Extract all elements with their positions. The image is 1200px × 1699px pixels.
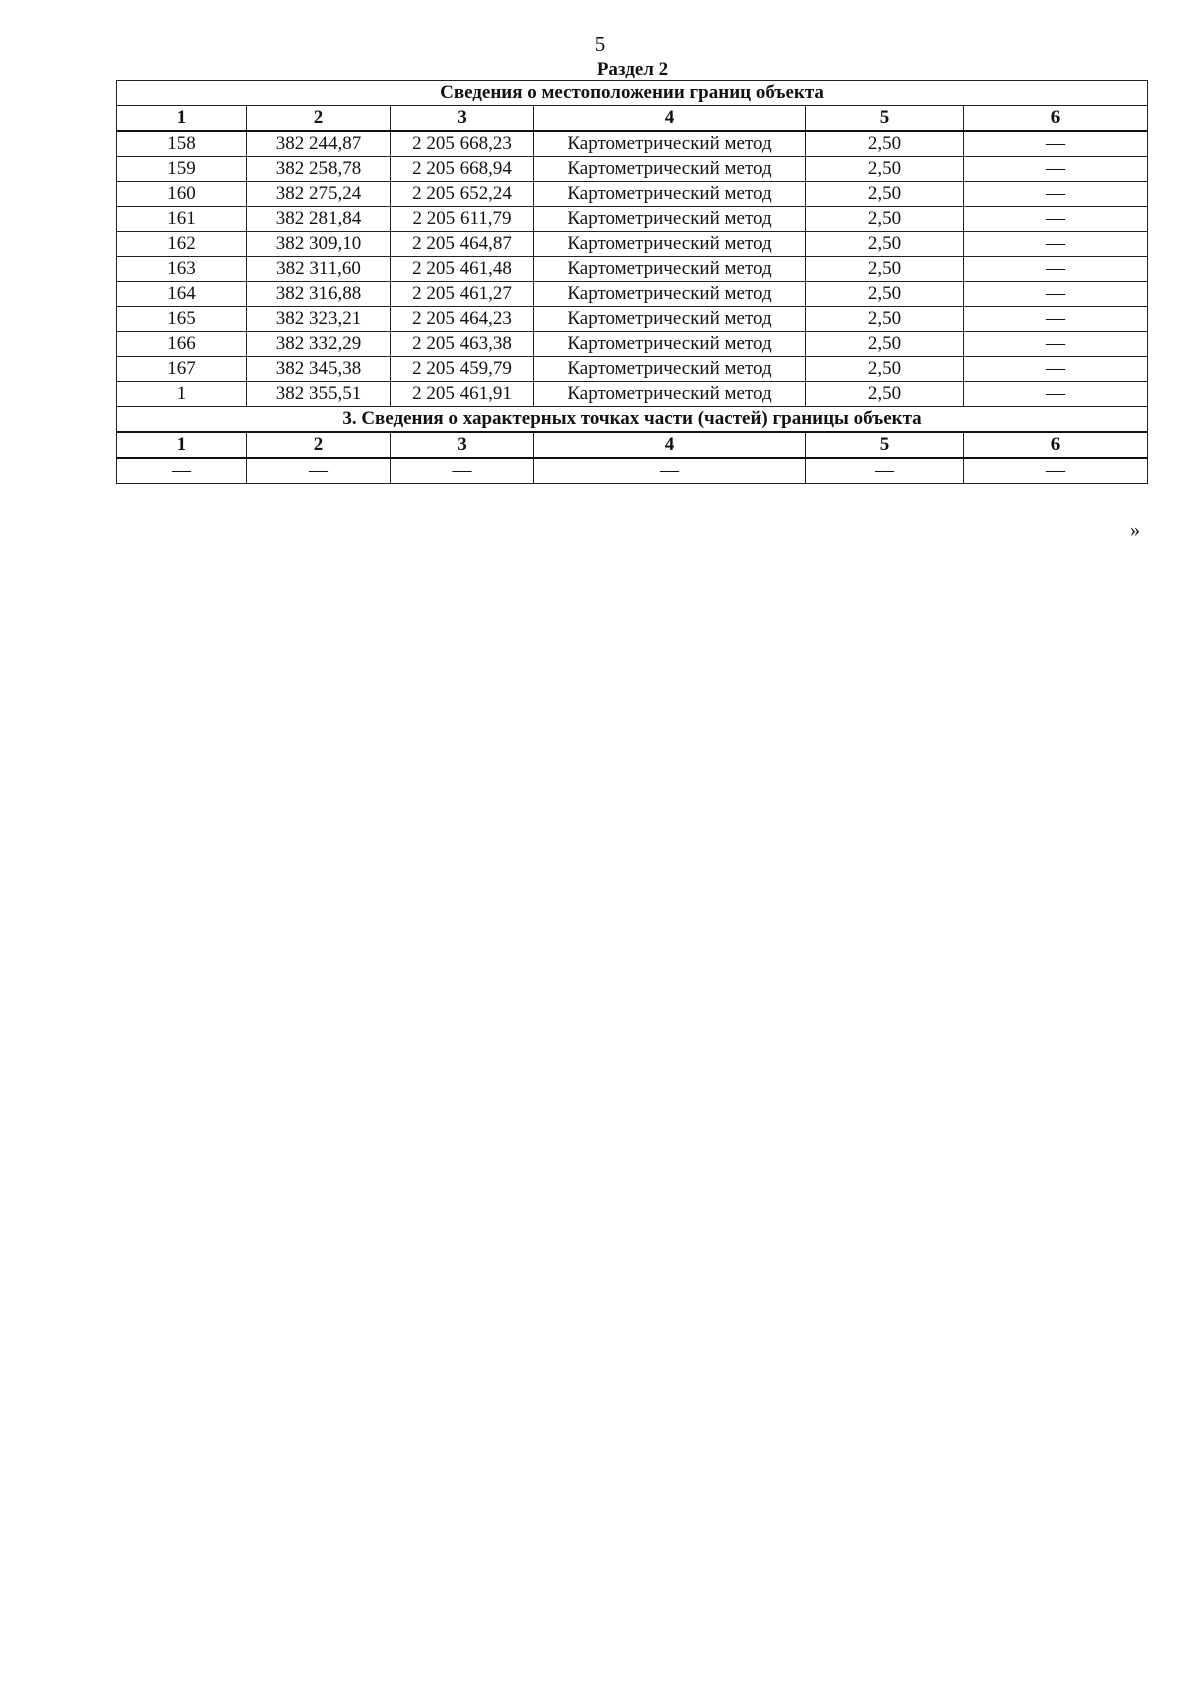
point-number-cell: 165 (117, 307, 247, 332)
page-number: 5 (594, 32, 606, 56)
point-number-cell: 164 (117, 282, 247, 307)
method-cell: Картометрический метод (534, 282, 806, 307)
x-coordinate-cell: 382 309,10 (247, 232, 391, 257)
column-number: 2 (247, 106, 391, 132)
column-number-row (117, 106, 1148, 132)
description-cell: — (964, 257, 1148, 282)
column-number: 6 (964, 432, 1148, 458)
table-row (117, 307, 1148, 332)
method-cell: Картометрический метод (534, 307, 806, 332)
table-row (117, 357, 1148, 382)
section-title: Раздел 2 (596, 59, 669, 80)
y-coordinate-cell: 2 205 459,79 (391, 357, 534, 382)
x-coordinate-cell: 382 316,88 (247, 282, 391, 307)
method-cell: Картометрический метод (534, 131, 806, 157)
point-number-cell: 1 (117, 382, 247, 407)
x-coordinate-cell: 382 281,84 (247, 207, 391, 232)
table-row (117, 182, 1148, 207)
point-number-cell: 159 (117, 157, 247, 182)
empty-value-cell: — (247, 458, 391, 484)
accuracy-cell: 2,50 (806, 182, 964, 207)
point-number-cell: 158 (117, 131, 247, 157)
table-row (117, 332, 1148, 357)
x-coordinate-cell: 382 244,87 (247, 131, 391, 157)
x-coordinate-cell: 382 311,60 (247, 257, 391, 282)
method-cell: Картометрический метод (534, 257, 806, 282)
y-coordinate-cell: 2 205 668,23 (391, 131, 534, 157)
y-coordinate-cell: 2 205 668,94 (391, 157, 534, 182)
method-cell: Картометрический метод (534, 182, 806, 207)
empty-value-cell: — (117, 458, 247, 484)
y-coordinate-cell: 2 205 461,48 (391, 257, 534, 282)
accuracy-cell: 2,50 (806, 257, 964, 282)
y-coordinate-cell: 2 205 463,38 (391, 332, 534, 357)
method-cell: Картометрический метод (534, 207, 806, 232)
table-row (117, 282, 1148, 307)
table-row (117, 382, 1148, 407)
table-row (117, 257, 1148, 282)
closing-quote-mark: » (1130, 519, 1140, 541)
x-coordinate-cell: 382 355,51 (247, 382, 391, 407)
column-number: 5 (806, 106, 964, 132)
accuracy-cell: 2,50 (806, 282, 964, 307)
column-number: 4 (534, 432, 806, 458)
method-cell: Картометрический метод (534, 332, 806, 357)
accuracy-cell: 2,50 (806, 157, 964, 182)
table-row (117, 157, 1148, 182)
x-coordinate-cell: 382 345,38 (247, 357, 391, 382)
subsection-column-number-row (117, 432, 1148, 458)
table-row (117, 458, 1148, 484)
subsection-heading: 3. Сведения о характерных точках части (частей) границы объекта (117, 407, 1148, 433)
column-number: 3 (391, 106, 534, 132)
method-cell: Картометрический метод (534, 357, 806, 382)
y-coordinate-cell: 2 205 464,87 (391, 232, 534, 257)
accuracy-cell: 2,50 (806, 207, 964, 232)
description-cell: — (964, 307, 1148, 332)
subsection-heading-row (117, 407, 1148, 433)
boundary-table (116, 80, 1148, 484)
description-cell: — (964, 131, 1148, 157)
description-cell: — (964, 357, 1148, 382)
table-row (117, 131, 1148, 157)
method-cell: Картометрический метод (534, 232, 806, 257)
method-cell: Картометрический метод (534, 382, 806, 407)
table-row (117, 207, 1148, 232)
x-coordinate-cell: 382 332,29 (247, 332, 391, 357)
column-number: 3 (391, 432, 534, 458)
point-number-cell: 162 (117, 232, 247, 257)
x-coordinate-cell: 382 323,21 (247, 307, 391, 332)
point-number-cell: 160 (117, 182, 247, 207)
column-number: 1 (117, 432, 247, 458)
column-number: 1 (117, 106, 247, 132)
point-number-cell: 166 (117, 332, 247, 357)
column-number: 2 (247, 432, 391, 458)
point-number-cell: 161 (117, 207, 247, 232)
y-coordinate-cell: 2 205 611,79 (391, 207, 534, 232)
accuracy-cell: 2,50 (806, 232, 964, 257)
description-cell: — (964, 282, 1148, 307)
y-coordinate-cell: 2 205 461,27 (391, 282, 534, 307)
y-coordinate-cell: 2 205 461,91 (391, 382, 534, 407)
empty-value-cell: — (964, 458, 1148, 484)
accuracy-cell: 2,50 (806, 131, 964, 157)
accuracy-cell: 2,50 (806, 357, 964, 382)
column-number: 5 (806, 432, 964, 458)
table-heading: Сведения о местоположении границ объекта (117, 81, 1148, 106)
point-number-cell: 163 (117, 257, 247, 282)
column-number: 6 (964, 106, 1148, 132)
accuracy-cell: 2,50 (806, 307, 964, 332)
empty-value-cell: — (806, 458, 964, 484)
empty-value-cell: — (534, 458, 806, 484)
description-cell: — (964, 182, 1148, 207)
method-cell: Картометрический метод (534, 157, 806, 182)
column-number: 4 (534, 106, 806, 132)
description-cell: — (964, 232, 1148, 257)
description-cell: — (964, 207, 1148, 232)
y-coordinate-cell: 2 205 464,23 (391, 307, 534, 332)
accuracy-cell: 2,50 (806, 382, 964, 407)
empty-value-cell: — (391, 458, 534, 484)
description-cell: — (964, 157, 1148, 182)
table-row (117, 232, 1148, 257)
x-coordinate-cell: 382 275,24 (247, 182, 391, 207)
description-cell: — (964, 332, 1148, 357)
table-heading-row (117, 81, 1148, 106)
x-coordinate-cell: 382 258,78 (247, 157, 391, 182)
y-coordinate-cell: 2 205 652,24 (391, 182, 534, 207)
description-cell: — (964, 382, 1148, 407)
accuracy-cell: 2,50 (806, 332, 964, 357)
point-number-cell: 167 (117, 357, 247, 382)
